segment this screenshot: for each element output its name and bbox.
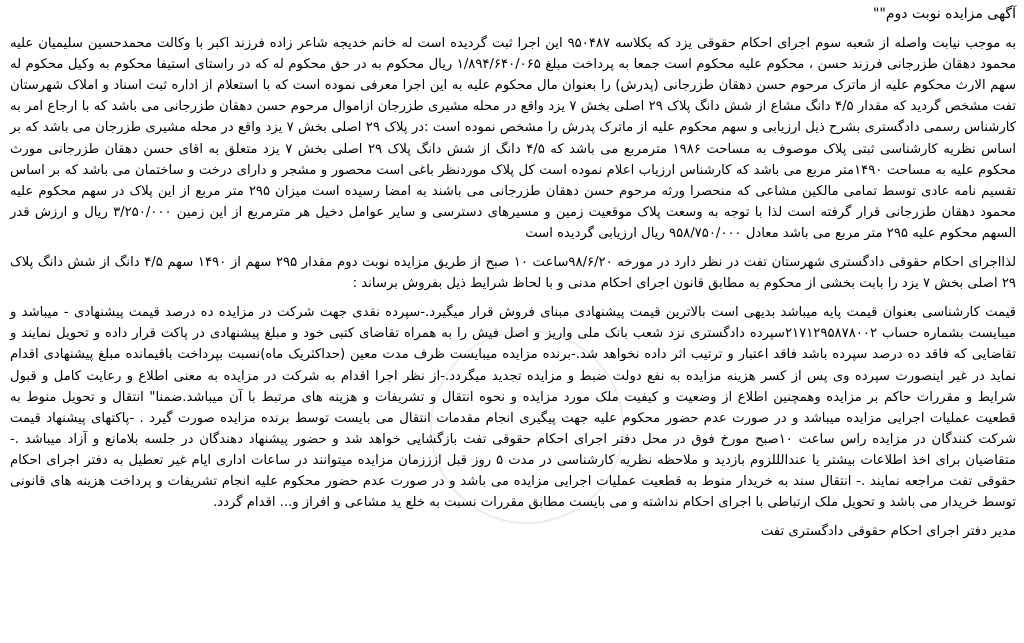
notice-title: آگهی مزایده نوبت دوم"" [872,6,1016,22]
notice-signature: مدیر دفتر اجرای احکام حقوقی دادگستری تفت [760,524,1016,540]
notice-paragraph-auction-announcement: لذااجرای احکام حقوقی دادگستری شهرستان تفت در نظر دارد در مورخه ۹۸/۶/۲۰ساعت ۱۰ صبح از طریق مزایده نوبت دوم مقدار ۲۹۵ سهم از ۱۴۹۰ سهم ۴/۵ دانگ از شش دانگ پلاک ۲۹ اصلی بخش ۷ یزد را بابت بخشی از محکوم به مطابق قانون اجرای احکام مدنی و با لحاظ شرایط ذیل بفروش برساند : [10,255,1017,292]
notice-paragraph-case-details: به موجب نیابت واصله از شعبه سوم اجرای احکام حقوقی یزد که بکلاسه ۹۵۰۴۸۷ این اجرا ثبت گردیده است له خانم خدیجه شاعر زاده فرزند اکبر با وکالت محمدحسین سلیمیان علیه محمود دهقان طزرجانی فرزند حسن ، محکوم علیه محکوم است جمعا به پرداخت مبلغ ۱/۸۹۴/۶۴۰/۰۶۵ ریال محکوم به در حق محکوم له که در راستای استیفا محکوم به وکیل محکوم له سهم الارث محکوم علیه از ماترک مرحوم حسن دهقان طزرجانی (پدرش) را بعنوان مال محکوم علیه به این اجرا معرفی نموده است که با استعلام از اداره ثبت اسناد و املاک شهرستان تفت مشخص گردید که مقدار ۴/۵ دانگ مشاع از شش دانگ پلاک ۲۹ اصلی بخش ۷ یزد واقع در محله مشیری طزرجان ازاموال مرحوم حسن دهقان طزرجانی می باشد که با ارجاع امر به کارشناس رسمی دادگستری بشرح ذیل ارزیابی و سهم محکوم علیه از ماترک پدرش را مشخص نموده است :در پلاک ۲۹ اصلی بخش ۷ یزد واقع در محله مشیری طزرجان می باشد که بر اساس نظریه کارشناسی ثبتی پلاک موصوف به مساحت ۱۹۸۶ مترمربع می باشد که ۴/۵ دانگ از شش دانگ پلاک ۲۹ اصلی بخش ۷ یزد متعلق به اقای حسن دهقان طزرجانی مورث محکوم علیه به مساحت ۱۴۹۰متر مربع می باشد که کارشناس ارزیاب اعلام نموده است کل پلاک موردنظر باغی است محصور و مشجر و دارای درخت و ساختمان می باشد که بر اساس تقسیم نامه عادی توسط تمامی مالکین مشاعی که منحصرا ورثه مرحوم حسن دهقان طزرجانی می باشند به امضا رسیده است میزان ۲۹۵ متر مربع از این پلاک در سهم محکوم علیه محمود دهقان طزرجانی قرار گرفته است لذا با توجه به وسعت پلاک موقعیت زمین و مسیرهای دسترسی و سایر عوامل دخیل هر مترمربع از این زمین ۳/۲۵۰/۰۰۰ ریال و ارزش قدر السهم محکوم علیه ۲۹۵ متر مربع می باشد معادل ۹۵۸/۷۵۰/۰۰۰ ریال ارزیابی گردیده است [10,36,1017,241]
notice-paragraph-conditions: قیمت کارشناسی بعنوان قیمت پایه میباشد بدیهی است بالاترین قیمت پیشنهادی مبنای فروش قرار میگیرد.-سپرده نقدی جهت شرکت در مزایده ده درصد قیمت پیشنهادی - میباشد و میبایست بشماره حساب ۲۱۷۱۲۹۵۸۷۸۰۰۲سپرده دادگستری نزد شعب بانک ملی واریز و اصل فیش را به همراه تقاضای کتبی خود و مبلغ پیشنهادی در پاکت قرار داده و تحویل نمایند و تقاضایی که فاقد ده درصد سپرده باشد فاقد اعتبار و ترتیب اثر داده نخواهد شد.-برنده مزایده میبایست ظرف مدت معین (حداکثریک ماه)نسبت بپرداخت باقیمانده مبلغ پیشنهادی اقدام نماید در غیر اینصورت سپرده وی پس از کسر هزینه مزایده به نفع دولت ضبط و مزایده تجدید میگردد.-از نظر اجرا اقدام به شرکت در مزایده به معنی اطلاع و رعایت کامل و قبول شرایط و مقررات حاکم بر مزایده وهمچنین اطلاع از وضعیت و کیفیت ملک مورد مزایده و نحوه انتقال و تشریفات و هزینه های مرتبط با آن میباشد.ضمنا" انتقال و تحویل منوط به قطعیت عملیات اجرایی مزایده میباشد و در صورت عدم حضور محکوم علیه جهت پیگیری انجام مقدمات انتقال می بایست توسط برنده مزایده صورت گیرد . -پاکتهای پیشنهاد قیمت شرکت کنندگان در مزایده راس ساعت ۱۰صبح مورخ فوق در محل دفتر اجرای احکام حقوقی تفت بازگشایی خواهد شد و حضور پیشنهاد دهندگان در جلسه بلامانع و آزاد میباشد .-متقاضیان برای اخذ اطلاعات بیشتر یا عندالللزوم بازدید و ملاحظه نظریه کارشناسی در مدت ۵ روز قبل ازززمان مزایده میتوانند در ساعات اداری ایام غیر تعطیل به دفتر اجرای احکام حقوقی تفت مراجعه نمایند .- انتقال سند به خریدار منوط به قطعیت عملیات اجرایی مزایده می باشد و در صورت عدم حضور محکوم علیه انجام تشریفات و پرداخت هزینه های قانونی توسط خریدار می باشد و تحویل ملک ارتباطی با اجرای احکام نداشته و می بایست مطابق مقررات نسبت به خلع ید مشاعی و افراز و... اقدام گردد. [10,305,1016,511]
